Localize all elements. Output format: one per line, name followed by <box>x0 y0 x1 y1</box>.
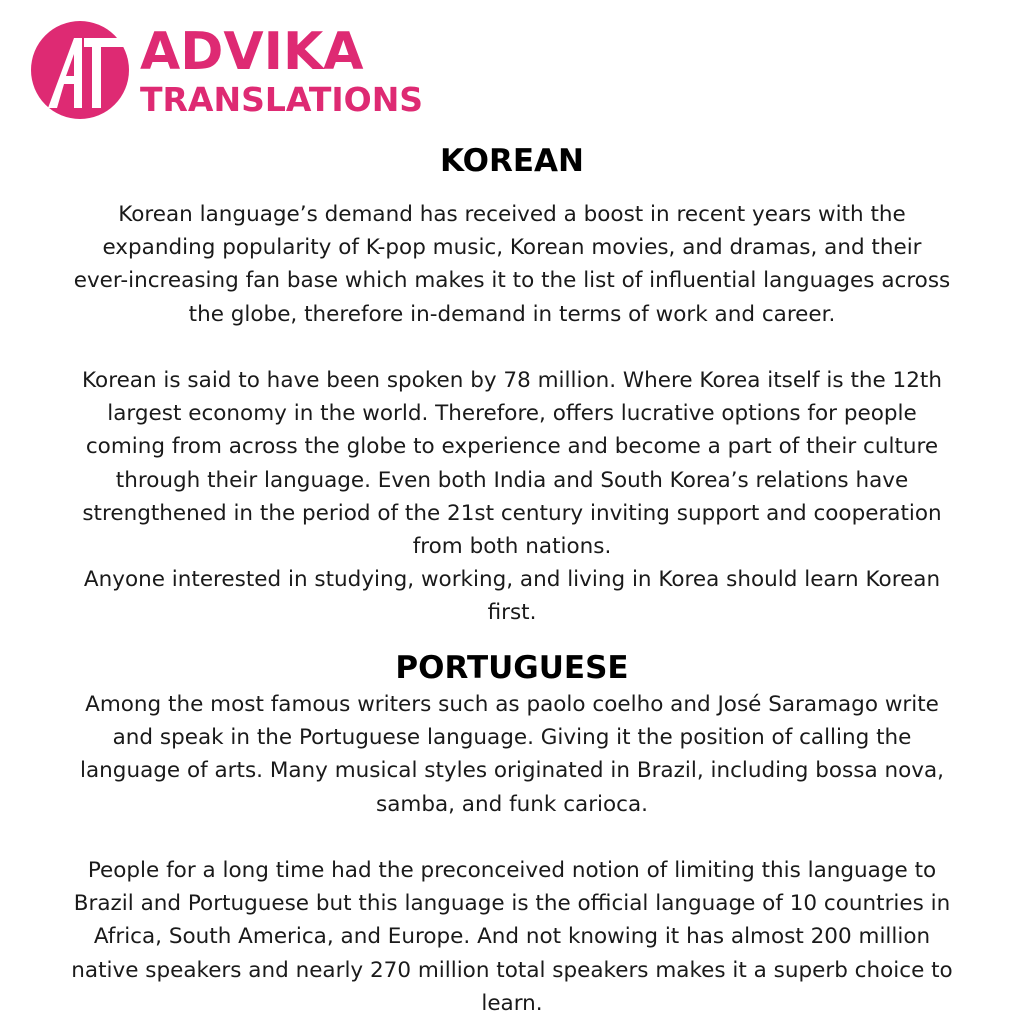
advika-translations-logo <box>30 20 470 120</box>
advika-logo-mark-icon <box>30 20 130 120</box>
korean-paragraph-2: Korean is said to have been spoken by 78 million. Where Korea itself is the 12th largest economy in the world. Therefore, offers lucrative options for people coming from across the globe to experience and become a part of their culture through their language. Even both India and South Korea’s relations have strengthened in the period of the 21st century inviting support and cooperation from both nations. <box>82 368 942 560</box>
section-heading-portuguese: PORTUGUESE <box>395 650 629 686</box>
brand-name-line1: ADVIKA <box>140 22 364 82</box>
korean-paragraph-1: Korean language’s demand has received a boost in recent years with the expanding popularity of K-pop music, Korean movies, and dramas, and their ever-increasing fan base which makes it to the list of influential languages across the globe, therefore in-demand in terms of work and career. <box>73 202 951 327</box>
brand-name-line2: TRANSLATIONS <box>140 80 424 119</box>
section-heading-korean: KOREAN <box>440 143 584 179</box>
portuguese-section <box>40 648 984 1020</box>
portuguese-paragraph-2: People for a long time had the preconceived notion of limiting this language to Brazil and Portuguese but this language is the official language of 10 countries in Africa, South America, and Europe. And not knowing it has almost 200 million native speakers and nearly 270 million total speakers makes it a superb choice to learn. <box>71 858 953 1016</box>
korean-paragraph-3: Anyone interested in studying, working, and living in Korea should learn Korean first. <box>83 567 941 626</box>
korean-section <box>40 141 984 630</box>
portuguese-paragraph-1: Among the most famous writers such as paolo coelho and José Saramago write and speak in the Portuguese language. Giving it the position of calling the language of arts. Many musical styles originated in Brazil, including bossa nova, samba, and funk carioca. <box>80 692 944 817</box>
